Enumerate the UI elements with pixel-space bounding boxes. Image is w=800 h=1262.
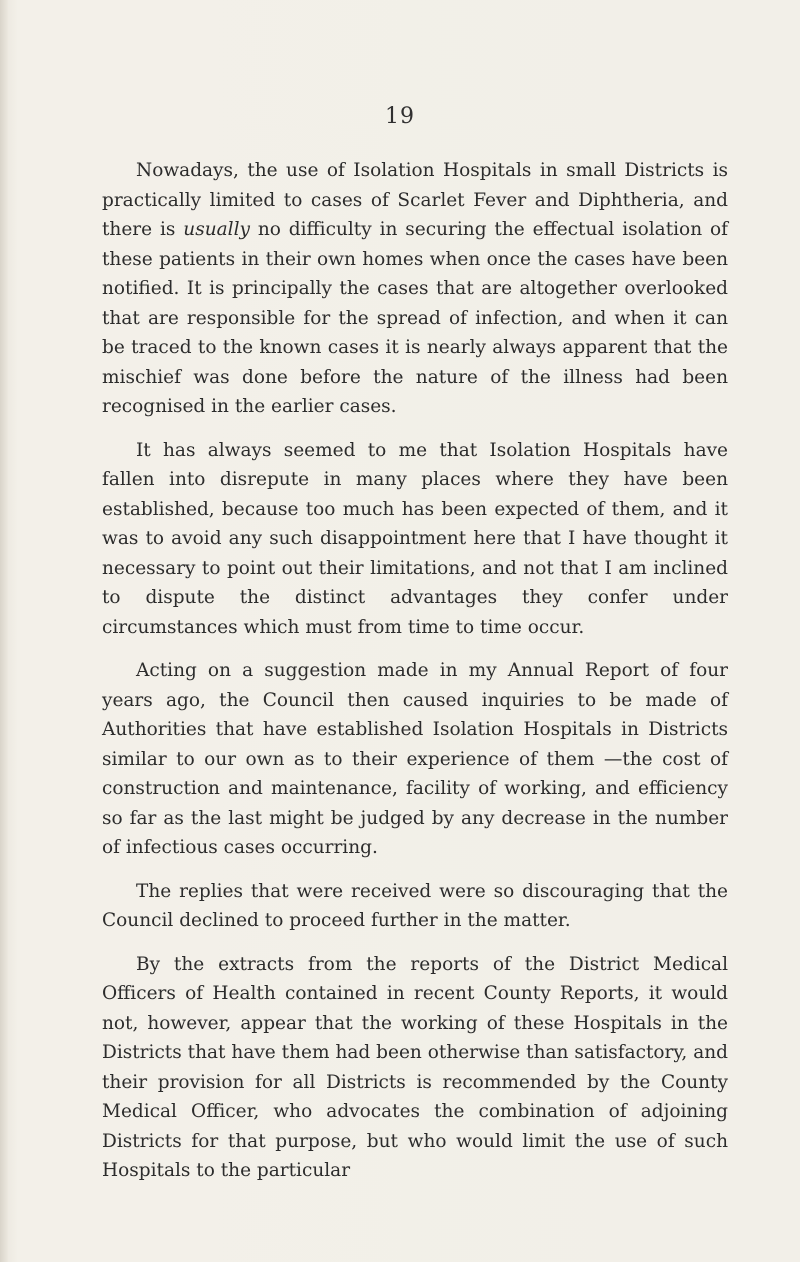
paragraph-inquiries: Acting on a suggestion made in my Annual Report of four years ago, the Council then caused inquiries to be made of Authorities that have established Isolation Hospitals in Districts similar to our own as to their experience of them —the cost of construction and maintenance, facility of working, and efficiency so far as the last might be judged by any decrease in the number of infectious cases occurring. [102,660,728,858]
paragraph-county-reports: By the extracts from the reports of the District Medical Officers of Health contained in recent County Reports, it would not, however, appear that the working of these Hospitals in the Districts that have them had been otherwise than satisfactory, and their provision for all Districts is recommended by the County Medical Officer, who advocates the combination of adjoining Districts for that purpose, but who would limit the use of such Hospitals to the particular [102,953,728,1181]
paragraph-1-text-end: no difficulty in securing the effectual isolation of these patients in their own homes when once the cases have been notified. It is principally the cases that are altogether overlooked that are responsible for the spread of infection, and when it can be traced to the known cases it is nearly always apparent that the mischief was done before the nature of the illness had been recognised in the earlier cases. [102,219,728,417]
binding-edge [0,0,8,1262]
emphasis-usually: usually [183,219,250,240]
paragraph-1-text-start: Nowadays, the use of Isolation Hospitals in small Districts is practically limited to cases of Scarlet Fever and Diphtheria, and there is [102,160,728,240]
paragraph-disrepute: It has always seemed to me that Isolation Hospitals have fallen into disrepute in many places where they have been established, because too much has been expected of them, and it was to avoid any such disappointment here that I have thought it necessary to point out their limitations, and not that I am inclined to dispute the distinct advantages they confer under circumstances which must from time to time occur. [102,439,728,638]
page-number: 19 [385,104,415,129]
body-text [102,156,728,1186]
paragraph-replies: The replies that were received were so discouraging that the Council declined to proceed further in the matter. [102,880,728,931]
paragraph-isolation-limited [102,156,728,422]
